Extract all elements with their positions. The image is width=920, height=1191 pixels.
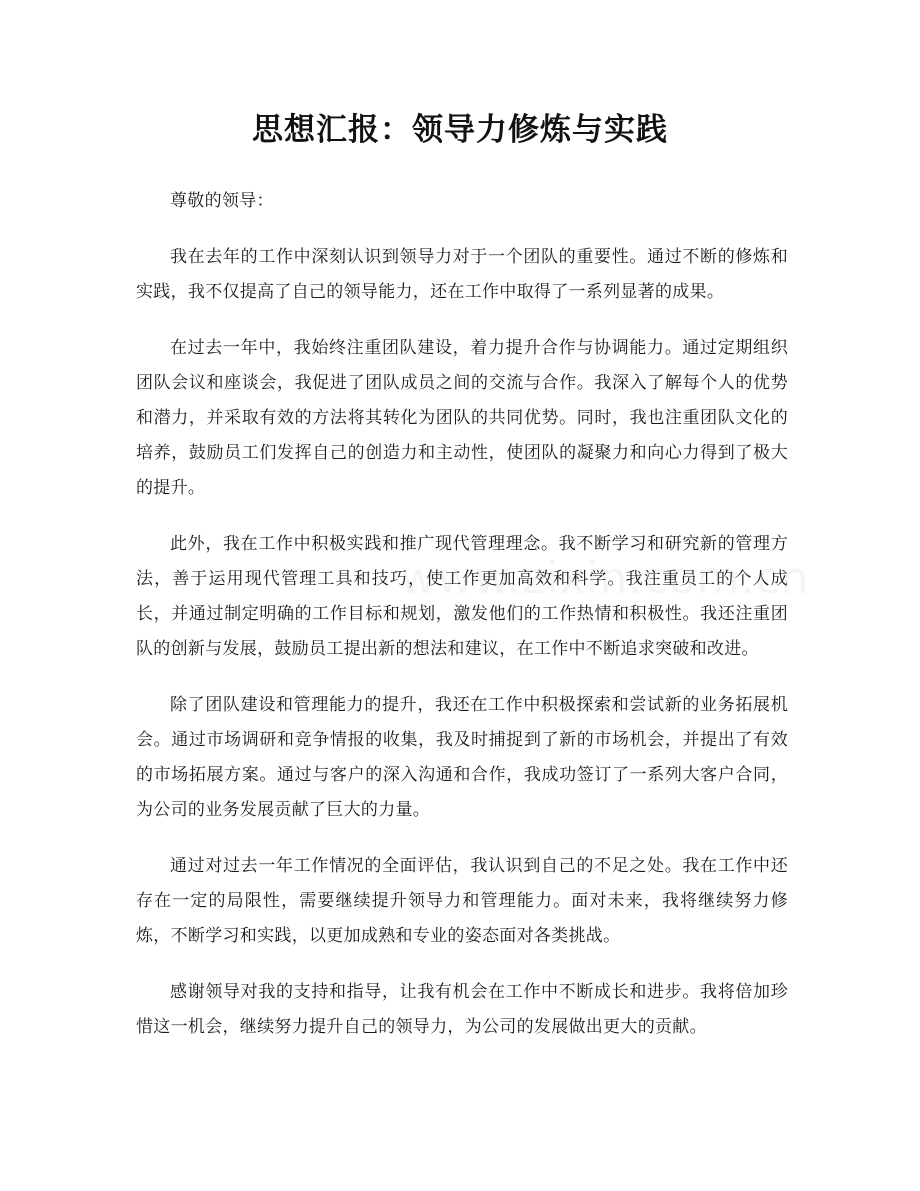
paragraph: 此外，我在工作中积极实践和推广现代管理理念。我不断学习和研究新的管理方法，善于运用现代管理工具和技巧，使工作更加高效和科学。我注重员工的个人成长，并通过制定明确的工作目标和规划，激发他们的工作热情和积极性。我还注重团队的创新与发展，鼓励员工提出新的想法和建议，在工作中不断追求突破和改进。 xyxy=(136,534,788,659)
paragraph: 通过对过去一年工作情况的全面评估，我认识到自己的不足之处。我在工作中还存在一定的局限性，需要继续提升领导力和管理能力。面对未来，我将继续努力修炼，不断学习和实践，以更加成熟和专业的姿态面对各类挑战。 xyxy=(136,856,788,946)
document-title: 思想汇报：领导力修炼与实践 xyxy=(252,112,668,148)
paragraph: 在过去一年中，我始终注重团队建设，着力提升合作与协调能力。通过定期组织团队会议和座谈会，我促进了团队成员之间的交流与合作。我深入了解每个人的优势和潜力，并采取有效的方法将其转化为团队的共同优势。同时，我也注重团队文化的培养，鼓励员工们发挥自己的创造力和主动性，使团队的凝聚力和向心力得到了极大的提升。 xyxy=(136,338,788,498)
paragraph: 除了团队建设和管理能力的提升，我还在工作中积极探索和尝试新的业务拓展机会。通过市场调研和竞争情报的收集，我及时捕捉到了新的市场机会，并提出了有效的市场拓展方案。通过与客户的深入沟通和合作，我成功签订了一系列大客户合同，为公司的业务发展贡献了巨大的力量。 xyxy=(136,695,788,820)
salutation: 尊敬的领导： xyxy=(170,191,274,211)
document-body xyxy=(136,184,788,1066)
paragraph: 我在去年的工作中深刻认识到领导力对于一个团队的重要性。通过不断的修炼和实践，我不仅提高了自己的领导能力，还在工作中取得了一系列显著的成果。 xyxy=(136,247,788,302)
paragraph: 感谢领导对我的支持和指导，让我有机会在工作中不断成长和进步。我将倍加珍惜这一机会，继续努力提升自己的领导力，为公司的发展做出更大的贡献。 xyxy=(136,982,788,1037)
